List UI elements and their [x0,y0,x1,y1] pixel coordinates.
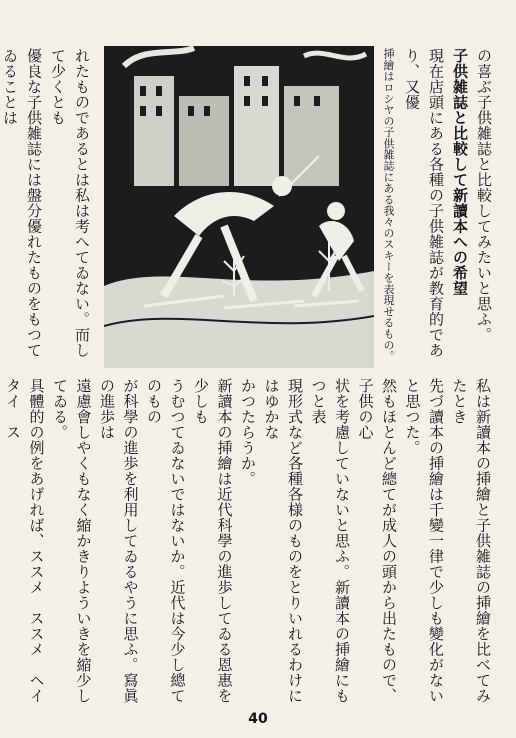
text-line: が科學の進歩を利用してゐるやうに思ふ。寫眞の進歩は [98,378,140,704]
text-line: かつたらうか。 [239,378,257,487]
text-line: 私は新讀本の挿繪と子供雑誌の挿繪を比べてみたとき [450,378,492,704]
text-line: 具體的の例をあげれば、ススメ ススメ ヘイタイ ス [4,378,46,704]
section-heading: 子供雑誌と比較して新讀本への希望 [451,48,469,296]
top-left-text-block [0,48,94,368]
skiing-illustration [104,46,374,368]
text-line: 新讀本の挿繪は近代科學の進歩してゐる恩惠を少しも [192,378,234,704]
text-line: れたものであるとは私は考へてゐない。而して少くとも [49,48,91,358]
text-line: 現形式など各種各様のものをとりいれるわけにはゆかな [262,378,304,704]
text-line: の喜ぶ子供雑誌と比較してみたいと思ふ。 [475,48,493,343]
text-line: 状を考慮していないと思ふ。新讀本の挿繪にもつと表 [309,378,351,704]
top-right-text-block [376,48,496,368]
text-line: 然もほとんど總てが成人の頭から出たもので、子供の心 [356,378,398,704]
text-line [0,378,1,704]
text-line: うむつてゐないではないか。近代は今少し總てのもの [145,378,187,704]
text-line: 遠慮會しやくもなく縮かきりよういきを縮少してゐる。 [51,378,93,704]
text-line: 優良な子供雑誌には盤分優れたものをもつてゐることは [1,48,43,358]
page-number: 40 [248,711,268,727]
figure-caption: 挿繪はロシヤの子供雑誌にある我々のスキーを表現せるもの。 [382,48,395,362]
main-text-block [0,378,494,704]
text-line: 現在店頭にある各種の子供雑誌が教育的であり、又優 [403,48,445,358]
text-line: 先づ讀本の挿繪は千變一律で少しも變化がないと思つた。 [403,378,445,704]
